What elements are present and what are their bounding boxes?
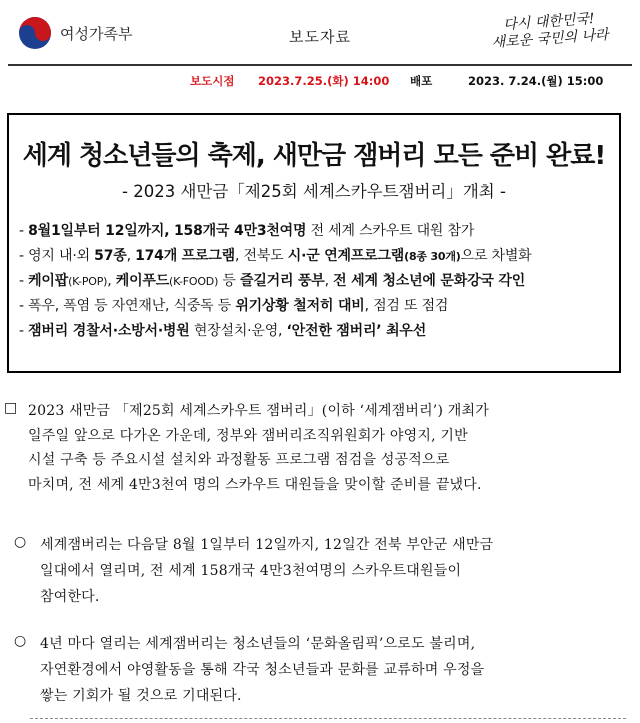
bullet-text: 잼버리 경찰서·소방서·병원 (28, 323, 190, 339)
bullet-text: 전 세계 청소년에 문화강국 각인 (333, 273, 526, 289)
paragraph-line: 세계잼버리는 다음달 8월 1일부터 12일까지, 12일간 전북 부안군 새만금 (40, 537, 494, 553)
bullet-text: , (107, 273, 116, 289)
bullet-text: , 전북도 (235, 248, 288, 264)
bullet-text: - (19, 323, 29, 339)
paragraph-line: 마치며, 전 세계 4만3천여 명의 스카우트 대원들을 맞이할 준비를 끝냈다. (28, 476, 482, 493)
release-value: 2023. 7.24.(월) 15:00 (468, 74, 604, 88)
slogan-line-1: 다시 대한민국! (502, 10, 595, 34)
bullet-text: 등 (218, 273, 240, 289)
headline-box (7, 113, 621, 373)
bullet-text: (8종 30개) (404, 250, 461, 263)
release-dates (0, 70, 640, 90)
slogan-line-2: 새로운 국민의 나라 (491, 26, 609, 52)
summary-bullet (19, 269, 609, 294)
paragraph-line: 2023 새만금 「제25회 세계스카우트 잼버리」(이하 ‘세계잼버리’) 개최가 (28, 403, 489, 419)
bullet-text: ‘안전한 잼버리’ 최우선 (286, 323, 427, 339)
paragraph-line: 쌓는 기회가 될 것으로 기대된다. (40, 688, 242, 704)
summary-bullet (19, 319, 609, 344)
bullet-text: 케이푸드 (115, 273, 170, 289)
summary-bullet (19, 244, 609, 269)
bullet-text: - (19, 273, 29, 289)
ministry-name: 여성가족부 (60, 24, 133, 43)
paragraph-line: 시설 구축 등 주요시설 설치와 과정활동 프로그램 점검을 성공적으로 (28, 452, 450, 468)
paragraph-marker: ○ (14, 534, 27, 550)
paragraph-marker: ○ (14, 633, 27, 649)
bullet-text: (K-POP) (68, 275, 108, 288)
paragraph-line: 자연환경에서 야영활동을 통해 각국 청소년들과 문화를 교류하며 우정을 (40, 662, 485, 678)
bullet-text: 시·군 연계프로그램 (287, 248, 405, 264)
bullet-text: 현장설치·운영, (189, 323, 287, 339)
paragraph-marker: □ (4, 400, 18, 416)
paragraph-line: 일대에서 열리며, 전 세계 158개국 4만3천여명의 스카우트대원들이 (40, 563, 462, 579)
bullet-text: 즐길거리 풍부 (240, 273, 325, 289)
embargo-label: 보도시점 (190, 74, 235, 88)
paragraph-line: 일주일 앞으로 다가온 가운데, 정부와 잼버리조직위원회가 야영지, 기반 (28, 427, 468, 444)
release-label: 배포 (410, 74, 433, 88)
bullet-text: , (126, 248, 136, 264)
bullet-text: - (19, 223, 29, 239)
page-header (0, 0, 640, 66)
bullet-text: , 점검 또 점검 (364, 298, 449, 314)
paragraph-line: 4년 마다 열리는 세계잼버리는 청소년들의 ‘문화올림픽’으로도 불리며, (40, 636, 476, 652)
bullet-text: 으로 차별화 (460, 248, 532, 264)
bullet-text: 전 세계 스카우트 대원 참가 (306, 223, 475, 239)
bullet-text: 57종 (94, 248, 127, 264)
bullet-text: 케이팝 (28, 273, 69, 289)
document-type: 보도자료 (289, 28, 351, 46)
bullet-text: 위기상황 철저히 대비 (235, 298, 365, 314)
summary-bullet (19, 219, 609, 244)
header-divider (8, 64, 632, 66)
paragraph-line: 참여한다. (40, 589, 100, 605)
embargo-value: 2023.7.25.(화) 14:00 (258, 74, 390, 88)
bullet-text: - 폭우, 폭염 등 자연재난, 식중독 등 (19, 298, 236, 314)
headline-subtitle: - 2023 새만금「제25회 세계스카우트잼버리」개최 - (122, 182, 506, 201)
bullet-text: (K-FOOD) (169, 275, 219, 288)
summary-bullet (19, 294, 609, 319)
bullet-text: , (324, 273, 334, 289)
summary-bullets (19, 219, 609, 344)
bullet-text: - 영지 내·외 (19, 248, 95, 264)
headline-title: 세계 청소년들의 축제, 새만금 잼버리 모든 준비 완료! (22, 141, 606, 171)
dashed-divider (30, 718, 626, 719)
bullet-text: 8월1일부터 12일까지, 158개국 4만3천여명 (28, 223, 307, 239)
bullet-text: 174개 프로그램 (135, 248, 236, 264)
